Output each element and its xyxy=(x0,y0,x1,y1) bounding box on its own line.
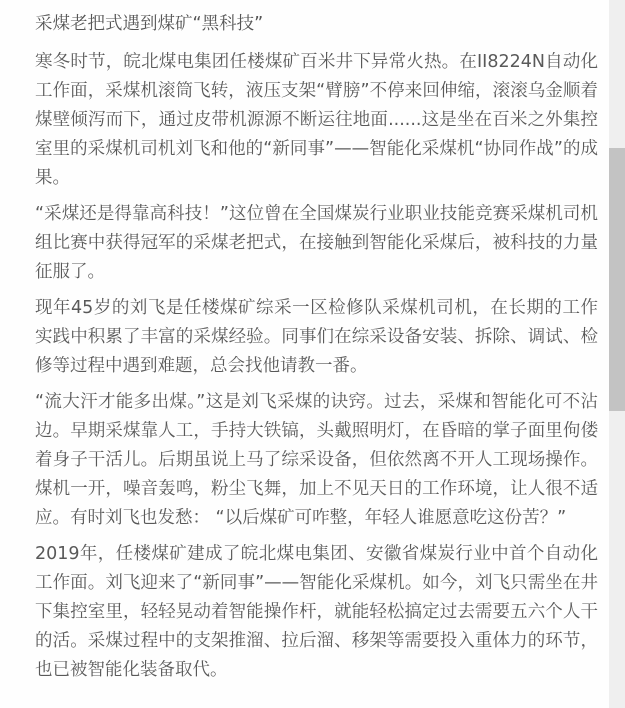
article-paragraph: 寒冬时节，皖北煤电集团任楼煤矿百米井下异常火热。在II8224N自动化工作面，采煤机滚筒飞转，液压支架“臂膀”不停来回伸缩，滚滚乌金顺着煤壁倾泻而下，通过皮带机源源不断运往地面......这是坐在百米之外集控室里的采煤机司机刘飞和他的“新同事”——智能化采煤机“协同作战”的成果。 xyxy=(35,52,598,188)
article-content xyxy=(35,4,598,692)
article-title: 采煤老把式遇到煤矿“黑科技” xyxy=(35,14,264,34)
article-paragraph: 2019年，任楼煤矿建成了皖北煤电集团、安徽省煤炭行业中首个自动化工作面。刘飞迎来了“新同事”——智能化采煤机。如今，刘飞只需坐在井下集控室里，轻轻晃动着智能操作杆，就能轻松搞定过去需要五六个人干的活。采煤过程中的支架推溜、拉后溜、移架等需要投入重体力的环节，也已被智能化装备取代。 xyxy=(35,544,598,680)
article-paragraph: “采煤还是得靠高科技！”这位曾在全国煤炭行业职业技能竞赛采煤机司机组比赛中获得冠军的采煤老把式，在接触到智能化采煤后，被科技的力量征服了。 xyxy=(35,204,598,282)
scrollbar-track[interactable] xyxy=(609,0,625,708)
article-paragraph: 现年45岁的刘飞是任楼煤矿综采一区检修队采煤机司机，在长期的工作实践中积累了丰富的采煤经验。同事们在综采设备安装、拆除、调试、检修等过程中遇到难题，总会找他请教一番。 xyxy=(35,298,598,376)
article-paragraph: “流大汗才能多出煤。”这是刘飞采煤的诀窍。过去，采煤和智能化可不沾边。早期采煤靠人工，手持大铁镐，头戴照明灯，在昏暗的掌子面里佝偻着身子干活儿。后期虽说上马了综采设备，但依然离不开人工现场操作。煤机一开，噪音轰鸣，粉尘飞舞，加上不见天日的工作环境，让人很不适应。有时刘飞也发愁： “以后煤矿可咋整，年轻人谁愿意吃这份苦？” xyxy=(35,392,598,528)
scrollbar-thumb[interactable] xyxy=(609,148,625,411)
